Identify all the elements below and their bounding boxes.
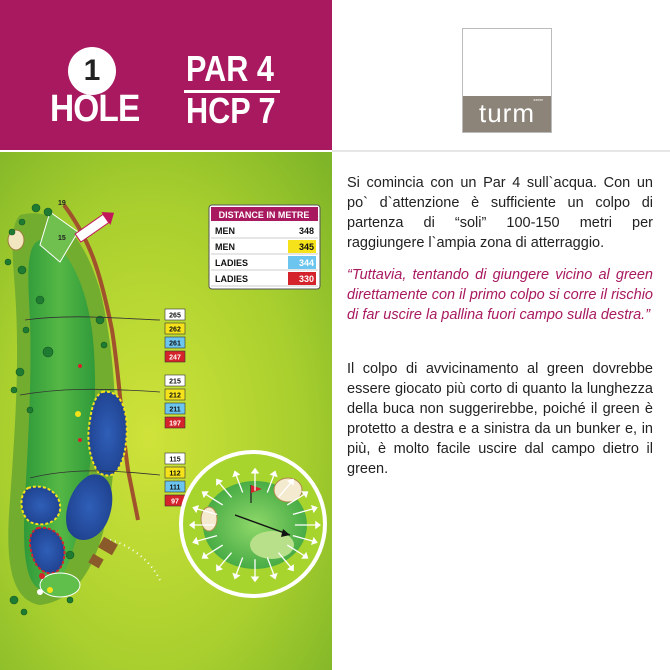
logo-text: turm [479, 98, 535, 128]
distance-row-value: 330 [298, 274, 314, 284]
yardage-marker-value: 262 [169, 326, 181, 334]
green-inset [179, 450, 327, 598]
distance-row-value: 345 [298, 242, 314, 252]
distance-row-label: LADIES [215, 274, 249, 284]
description-intro: Si comincia con un Par 4 sull`acqua. Con un po` d`attenzione è sufficiente un colpo di partenza di “soli” 100-150 metri per raggiungere l`ampia zona di atterraggio. [347, 175, 653, 251]
distance-row-value: 348 [298, 226, 314, 236]
description-quote: “Tuttavia, tentando di giungere vicino al green direttamente con il primo colpo si corre il rischio di far uscire la pallina fuori campo sulla destra.” [347, 267, 653, 323]
distance-row-label: MEN [215, 226, 235, 236]
logo-band [463, 96, 551, 132]
distance-row-label: MEN [215, 242, 235, 252]
yellow-marker-2 [47, 587, 53, 593]
yardage-marker-value: 115 [169, 456, 181, 464]
green-bottom [40, 573, 80, 597]
distance-row-label: LADIES [215, 258, 249, 268]
water-hazard-left [21, 487, 60, 525]
yardage-marker-value: 111 [169, 484, 181, 492]
description-approach: Il colpo di avvicinamento al green dovrebbe essere giocato più corto di quanto la lunghezza della buca non suggerirebbe, poiché il green è protetto a destra e a sinistra da un bunker e, in più, è molto facile uscire dal campo dietro il green. [347, 361, 653, 477]
distance-table-title: DISTANCE IN METRE [218, 210, 310, 220]
logo-stars: ***** [533, 99, 543, 105]
yardage-marker-value: 247 [169, 354, 181, 362]
yardage-marker-value: 265 [169, 312, 181, 320]
yardage-marker-value: 212 [169, 392, 181, 400]
hole-map [0, 152, 332, 670]
white-marker [37, 589, 43, 595]
red-marker-3 [39, 573, 45, 579]
yardage-marker-value: 211 [169, 406, 181, 414]
hole-label: HOLE [50, 88, 140, 130]
yardage-marker-value: 197 [169, 420, 181, 428]
turm-logo [462, 28, 552, 133]
water-hazard-right [88, 392, 126, 476]
yardage-marker-value: 215 [169, 378, 181, 386]
distance-table [209, 205, 320, 289]
distance-row-value: 344 [298, 258, 314, 268]
yardage-marker-value: 261 [169, 340, 181, 348]
par-label: PAR 4 [186, 48, 274, 89]
tee-label-back: 19 [58, 200, 66, 207]
hole-number-badge: 1 [68, 47, 116, 95]
yellow-marker-1 [75, 411, 81, 417]
tee-label-front: 15 [58, 235, 66, 242]
red-marker-2 [78, 438, 82, 442]
yardage-marker-value: 97 [171, 498, 179, 506]
yardage-marker-value: 112 [169, 470, 181, 478]
header-band [0, 0, 332, 150]
red-marker-1 [78, 364, 82, 368]
section-divider [332, 150, 670, 152]
hcp-label: HCP 7 [186, 90, 276, 131]
